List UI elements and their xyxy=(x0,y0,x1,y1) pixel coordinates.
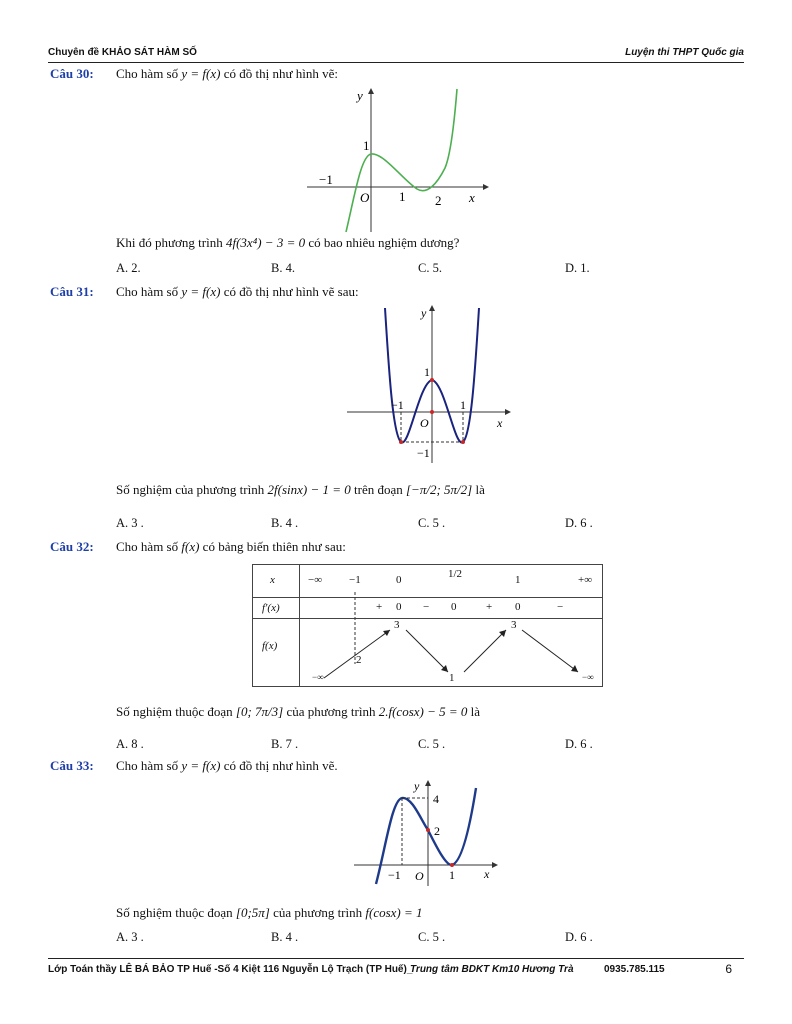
q32-sign-3: 0 xyxy=(451,601,457,613)
q30-prompt: Cho hàm số y = f(x) có đồ thị như hình vẽ: xyxy=(116,66,339,81)
q33-function: y = f(x) xyxy=(181,758,221,773)
q33-x-tick-1: 1 xyxy=(449,868,455,882)
q32-option-b[interactable]: B. 7 . xyxy=(271,737,299,751)
q31-question: Số nghiệm của phương trình 2f(sinx) − 1 = 0 trên đoạn [−π/2; 5π/2] là xyxy=(116,482,485,497)
q31-graph xyxy=(345,303,513,468)
q31-option-a[interactable]: A. 3 . xyxy=(116,516,144,530)
q31-x-label: x xyxy=(497,416,503,430)
q30-x-label: x xyxy=(469,190,475,205)
q32-sign-0: + xyxy=(376,601,383,613)
q31-function: y = f(x) xyxy=(181,284,221,299)
q31-prompt: Cho hàm số y = f(x) có đồ thị như hình vẽ sau: xyxy=(116,284,359,299)
footer-center: Trung tâm BDKT Km10 Hương Trà xyxy=(410,964,574,975)
q31-y-tick-1: 1 xyxy=(424,365,430,379)
q32-f-2: 3 xyxy=(394,619,400,631)
q30-x-tick-1: 1 xyxy=(399,189,406,204)
q32-row-fprime: f'(x) xyxy=(262,602,280,614)
q32-option-a[interactable]: A. 8 . xyxy=(116,737,144,751)
q33-x-tick-m1: −1 xyxy=(388,868,401,882)
q32-function: f(x) xyxy=(181,539,200,554)
q32-x-5: +∞ xyxy=(578,574,593,586)
q32-f-3: 1 xyxy=(449,672,455,684)
q30-option-a[interactable]: A. 2. xyxy=(116,261,141,275)
q30-label: Câu 30: xyxy=(50,66,94,81)
q32-sign-6: − xyxy=(557,601,564,613)
q31-label: Câu 31: xyxy=(50,284,94,299)
page-header xyxy=(48,46,744,63)
q32-sign-4: + xyxy=(486,601,493,613)
q33-y-label: y xyxy=(414,779,420,793)
q32-sign-1: 0 xyxy=(396,601,402,613)
q33-prompt: Cho hàm số y = f(x) có đồ thị như hình vẽ. xyxy=(116,758,338,773)
q33-x-label: x xyxy=(484,867,490,881)
q30-function: y = f(x) xyxy=(181,66,221,81)
q30-option-c[interactable]: C. 5. xyxy=(418,261,442,275)
q32-f-1: 2 xyxy=(356,654,362,666)
q32-f-4: 3 xyxy=(511,619,517,631)
q33-question: Số nghiệm thuộc đoạn [0;5π] của phương trình f(cosx) = 1 xyxy=(116,905,423,920)
q32-x-0: −∞ xyxy=(308,574,323,586)
q33-origin: O xyxy=(415,869,424,883)
q32-f-5: −∞ xyxy=(582,672,594,682)
q32-x-4: 1 xyxy=(515,574,521,586)
q32-x-1: −1 xyxy=(349,574,361,586)
q32-option-c[interactable]: C. 5 . xyxy=(418,737,446,751)
q30-x-tick-m1: −1 xyxy=(319,172,333,187)
q33-y-tick-2: 2 xyxy=(434,824,440,838)
q32-row-f: f(x) xyxy=(262,640,278,652)
q33-interval: [0;5π] xyxy=(235,905,270,920)
q31-option-b[interactable]: B. 4 . xyxy=(271,516,299,530)
q32-x-3: 1/2 xyxy=(448,568,463,580)
q31-x-tick-1: 1 xyxy=(460,398,466,412)
q32-sign-2: − xyxy=(423,601,430,613)
q31-origin: O xyxy=(420,416,429,430)
q31-option-c[interactable]: C. 5 . xyxy=(418,516,446,530)
page-number: 6 xyxy=(725,962,732,976)
q31-y-tick-m1: −1 xyxy=(417,446,430,460)
q30-equation: 4f(3x⁴) − 3 = 0 xyxy=(225,235,306,250)
q32-f-0: −∞ xyxy=(312,672,324,682)
q33-equation: f(cosx) = 1 xyxy=(365,905,423,920)
q30-origin: O xyxy=(360,190,370,205)
q32-row-x: x xyxy=(270,574,275,586)
q30-graph xyxy=(305,84,490,234)
q33-label: Câu 33: xyxy=(50,758,94,773)
q30-question: Khi đó phương trình 4f(3x⁴) − 3 = 0 có bao nhiêu nghiệm dương? xyxy=(116,235,460,250)
q32-label: Câu 32: xyxy=(50,539,94,554)
q31-y-label: y xyxy=(421,306,427,320)
q31-interval: [−π/2; 5π/2] xyxy=(406,482,473,497)
q32-sign-5: 0 xyxy=(515,601,521,613)
q30-y-label: y xyxy=(357,88,363,103)
q32-prompt: Cho hàm số f(x) có bảng biến thiên như sau: xyxy=(116,539,346,554)
q30-option-b[interactable]: B. 4. xyxy=(271,261,295,275)
q30-x-tick-2: 2 xyxy=(435,193,442,208)
footer-phone: 0935.785.115 xyxy=(604,964,665,975)
q32-x-2: 0 xyxy=(396,574,402,586)
q33-y-tick-4: 4 xyxy=(433,792,439,806)
q32-equation: 2.f(cosx) − 5 = 0 xyxy=(378,704,468,719)
q33-option-a[interactable]: A. 3 . xyxy=(116,930,144,944)
footer-teacher: Lớp Toán thầy LÊ BÁ BẢO TP Huế -Số 4 Kiệt 116 Nguyễn Lộ Trạch (TP Huế)_ xyxy=(48,964,413,975)
q30-curve xyxy=(346,89,457,232)
q33-graph xyxy=(352,776,500,888)
q32-arrows xyxy=(252,564,603,687)
q31-equation: 2f(sinx) − 1 = 0 xyxy=(267,482,351,497)
q30-option-d[interactable]: D. 1. xyxy=(565,261,590,275)
q32-interval: [0; 7π/3] xyxy=(235,704,284,719)
q33-option-b[interactable]: B. 4 . xyxy=(271,930,299,944)
q33-option-c[interactable]: C. 5 . xyxy=(418,930,446,944)
q33-option-d[interactable]: D. 6 . xyxy=(565,930,593,944)
q31-x-tick-m1: −1 xyxy=(391,398,404,412)
q31-option-d[interactable]: D. 6 . xyxy=(565,516,593,530)
q32-option-d[interactable]: D. 6 . xyxy=(565,737,593,751)
page-footer xyxy=(48,958,744,981)
q32-question: Số nghiệm thuộc đoạn [0; 7π/3] của phương trình 2.f(cosx) − 5 = 0 là xyxy=(116,704,481,719)
header-course: Luyện thi THPT Quốc gia xyxy=(625,47,744,58)
header-topic: Chuyên đề KHẢO SÁT HÀM SỐ xyxy=(48,47,197,58)
q30-y-tick-1: 1 xyxy=(363,138,370,153)
q32-variation-table xyxy=(252,564,603,687)
